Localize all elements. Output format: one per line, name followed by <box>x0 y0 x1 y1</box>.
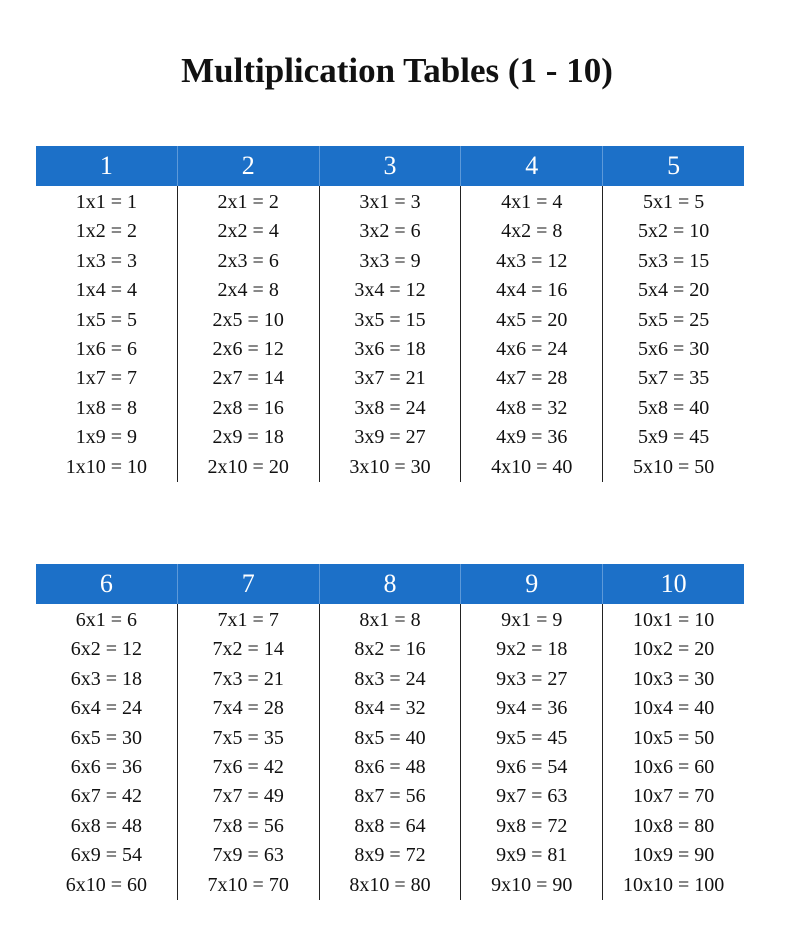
table-row: 3x10 = 30 <box>349 455 431 478</box>
table-row: 9x7 = 63 <box>496 785 568 808</box>
table-row: 5x8 = 40 <box>637 396 710 419</box>
table-header-1: 1 <box>99 151 113 180</box>
table-row: 6x8 = 48 <box>70 814 143 837</box>
table-row: 8x10 = 80 <box>349 873 431 896</box>
table-row: 8x1 = 8 <box>359 609 421 631</box>
table-header-8: 8 <box>319 564 461 604</box>
table-row: 6x3 = 18 <box>70 667 143 690</box>
table-row: 9x1 = 9 <box>501 609 563 631</box>
table-row: 3x4 = 12 <box>354 279 426 302</box>
table-column-6 <box>36 604 177 900</box>
tables-block-6-to-10 <box>36 564 744 900</box>
table-row: 8x9 = 72 <box>354 844 426 867</box>
table-row: 2x2 = 4 <box>217 220 279 243</box>
table-header-10: 10 <box>602 564 744 604</box>
table-row: 7x9 = 63 <box>212 844 284 867</box>
table-row: 6x9 = 54 <box>70 844 143 867</box>
table-row: 5x6 = 30 <box>637 337 710 360</box>
table-header-6: 6 <box>99 569 113 598</box>
table-row: 2x9 = 18 <box>212 426 284 449</box>
table-row: 1x1 = 1 <box>75 191 138 213</box>
table-column-10 <box>602 604 744 900</box>
table-column-4 <box>460 186 602 482</box>
table-row: 2x5 = 10 <box>212 308 284 331</box>
table-row: 8x4 = 32 <box>354 697 426 720</box>
table-row: 2x4 = 8 <box>217 279 279 302</box>
table-row: 1x2 = 2 <box>75 220 138 243</box>
table-row: 3x8 = 24 <box>354 396 426 419</box>
table-row: 3x1 = 3 <box>359 191 421 213</box>
table-row: 3x7 = 21 <box>354 367 426 390</box>
header-row <box>36 564 744 604</box>
table-row: 3x2 = 6 <box>359 220 421 243</box>
table-row: 7x8 = 56 <box>212 814 284 837</box>
table-column-1 <box>36 186 177 482</box>
table-row: 7x10 = 70 <box>207 873 289 896</box>
table-row: 1x10 = 10 <box>65 455 148 478</box>
table-row: 2x7 = 14 <box>212 367 284 390</box>
table-row: 1x8 = 8 <box>75 396 138 419</box>
tables-block-1-to-5 <box>36 146 744 482</box>
table-row: 10x3 = 30 <box>632 667 715 690</box>
table-row: 6x5 = 30 <box>70 726 143 749</box>
table-row: 8x5 = 40 <box>354 726 426 749</box>
table-row: 5x10 = 50 <box>632 455 715 478</box>
table-row: 10x10 = 100 <box>622 873 725 896</box>
table-row: 4x2 = 8 <box>501 220 563 243</box>
table-row: 4x10 = 40 <box>491 455 573 478</box>
table-row: 3x5 = 15 <box>354 308 426 331</box>
table-row: 5x5 = 25 <box>637 308 710 331</box>
table-row: 10x2 = 20 <box>632 638 715 661</box>
table-row: 5x3 = 15 <box>637 249 710 272</box>
table-row: 9x9 = 81 <box>496 844 568 867</box>
table-row: 7x5 = 35 <box>212 726 284 749</box>
table-row: 10x5 = 50 <box>632 726 715 749</box>
table-row: 6x7 = 42 <box>70 785 143 808</box>
table-header-3: 3 <box>319 146 461 186</box>
table-column-7 <box>177 604 319 900</box>
table-row: 4x8 = 32 <box>496 396 568 419</box>
table-row: 6x10 = 60 <box>65 873 148 896</box>
header-row <box>36 146 744 186</box>
page-title: Multiplication Tables (1 - 10) <box>181 51 613 91</box>
table-header-9: 9 <box>460 564 602 604</box>
table-row: 7x2 = 14 <box>212 638 284 661</box>
table-row: 1x3 = 3 <box>75 249 138 272</box>
table-row: 7x7 = 49 <box>212 785 284 808</box>
table-row: 6x1 = 6 <box>75 609 138 631</box>
table-row: 6x2 = 12 <box>70 638 143 661</box>
table-row: 1x9 = 9 <box>75 426 138 449</box>
table-columns <box>36 186 744 482</box>
table-row: 4x5 = 20 <box>496 308 568 331</box>
table-row: 10x4 = 40 <box>632 697 715 720</box>
table-row: 5x2 = 10 <box>637 220 710 243</box>
table-row: 4x6 = 24 <box>496 337 568 360</box>
table-column-5 <box>602 186 744 482</box>
table-row: 4x9 = 36 <box>496 426 568 449</box>
table-row: 4x1 = 4 <box>501 191 563 213</box>
table-header-4: 4 <box>460 146 602 186</box>
table-columns <box>36 604 744 900</box>
table-row: 10x7 = 70 <box>632 785 715 808</box>
table-row: 7x1 = 7 <box>217 609 279 631</box>
table-row: 6x4 = 24 <box>70 697 143 720</box>
table-column-8 <box>319 604 461 900</box>
table-row: 7x6 = 42 <box>212 755 284 778</box>
table-column-2 <box>177 186 319 482</box>
table-row: 5x1 = 5 <box>642 191 705 213</box>
table-row: 7x4 = 28 <box>212 697 284 720</box>
table-row: 9x4 = 36 <box>496 697 568 720</box>
table-row: 9x8 = 72 <box>496 814 568 837</box>
table-column-9 <box>460 604 602 900</box>
table-row: 4x7 = 28 <box>496 367 568 390</box>
table-row: 2x10 = 20 <box>207 455 289 478</box>
table-row: 8x7 = 56 <box>354 785 426 808</box>
table-row: 3x6 = 18 <box>354 337 426 360</box>
table-row: 3x9 = 27 <box>354 426 426 449</box>
table-row: 10x8 = 80 <box>632 814 715 837</box>
table-row: 2x3 = 6 <box>217 249 279 272</box>
table-row: 9x6 = 54 <box>496 755 568 778</box>
table-row: 5x7 = 35 <box>637 367 710 390</box>
table-row: 6x6 = 36 <box>70 755 143 778</box>
table-row: 8x8 = 64 <box>354 814 426 837</box>
table-row: 1x6 = 6 <box>75 337 138 360</box>
table-row: 8x3 = 24 <box>354 667 426 690</box>
table-row: 1x4 = 4 <box>75 279 138 302</box>
table-row: 2x8 = 16 <box>212 396 284 419</box>
table-row: 7x3 = 21 <box>212 667 284 690</box>
table-row: 3x3 = 9 <box>359 249 421 272</box>
table-row: 1x5 = 5 <box>75 308 138 331</box>
table-row: 10x9 = 90 <box>632 844 715 867</box>
table-header-7: 7 <box>177 564 319 604</box>
table-header-5: 5 <box>602 146 744 186</box>
table-row: 2x6 = 12 <box>212 337 284 360</box>
table-row: 4x4 = 16 <box>496 279 568 302</box>
table-row: 9x5 = 45 <box>496 726 568 749</box>
table-row: 9x10 = 90 <box>491 873 573 896</box>
table-header-2: 2 <box>177 146 319 186</box>
table-row: 4x3 = 12 <box>496 249 568 272</box>
table-row: 5x9 = 45 <box>637 426 710 449</box>
table-row: 10x6 = 60 <box>632 755 715 778</box>
table-row: 2x1 = 2 <box>217 191 279 213</box>
table-row: 10x1 = 10 <box>632 609 715 631</box>
table-column-3 <box>319 186 461 482</box>
table-row: 9x3 = 27 <box>496 667 568 690</box>
table-row: 5x4 = 20 <box>637 279 710 302</box>
table-row: 1x7 = 7 <box>75 367 138 390</box>
table-row: 9x2 = 18 <box>496 638 568 661</box>
table-row: 8x6 = 48 <box>354 755 426 778</box>
table-row: 8x2 = 16 <box>354 638 426 661</box>
